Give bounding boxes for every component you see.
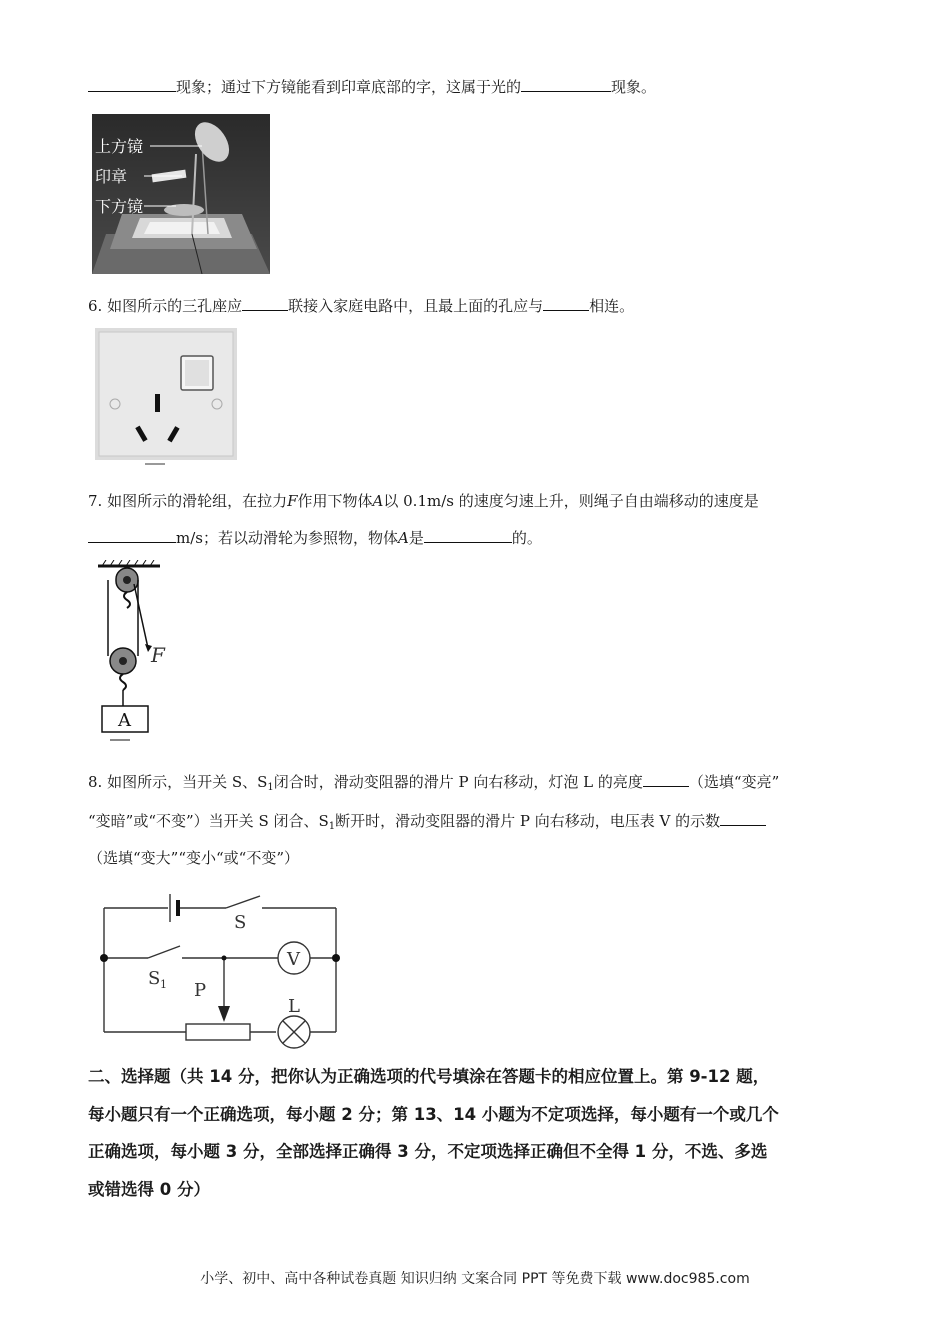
answer-blank[interactable] [543,296,589,311]
switch-s1-label: S [148,968,161,989]
answer-blank[interactable] [720,811,766,826]
answer-blank[interactable] [242,296,288,311]
answer-blank[interactable] [643,772,689,787]
section-2-line-2: 每小题只有一个正确选项，每小题 2 分；第 13、14 小题为不定项选择，每小题有一个或几个 [88,1105,779,1124]
object-label: A [118,710,131,731]
label-seal: 印章 [95,167,128,186]
switch-s-label: S [234,912,247,933]
page-footer: 小学、初中、高中各种试卷真题 知识归纳 文案合同 PPT 等免费下载 www.doc985.com [200,1271,750,1287]
answer-blank[interactable] [88,77,176,92]
label-upper-mirror: 上方镜 [95,137,144,156]
answer-blank[interactable] [521,77,611,92]
q8-text-line-1: 8. 如图所示，当开关 S、$S_1$闭合时，滑动变阻器的滑片 P 向右移动，灯泡 L 的亮度 （选填“变亮” [88,773,780,793]
slider-p-label: P [194,980,207,1001]
q8-text-line-3: （选填“变大”“变小“或“不变”） [88,849,300,867]
lamp-label: L [288,996,300,1017]
q5-text-line: 现象；通过下方镜能看到印章底部的字，这属于光的 现象。 [88,77,656,97]
force-label: F [151,643,165,667]
three-hole-socket-photo [95,328,237,470]
seal-mirror-photo [92,114,270,278]
answer-blank[interactable] [424,528,512,543]
section-2-line-1: 二、选择题（共 14 分，把你认为正确选项的代号填涂在答题卡的相应位置上。第 9-12 题， [88,1067,770,1086]
section-2-line-4: 或错选得 0 分） [88,1180,210,1199]
voltmeter-label: V [287,949,300,970]
pulley-system-figure [96,560,186,748]
switch-s1-subscript: 1 [160,978,167,991]
section-2-line-3: 正确选项，每小题 3 分，全部选择正确得 3 分，不定项选择正确但不全得 1 分，不选、多选 [88,1142,768,1161]
circuit-diagram [98,888,346,1054]
q7-text-line-1: 7. 如图所示的滑轮组，在拉力F作用下物体A以 0.1m/s 的速度匀速上升，则绳子自由端移动的速度是 [88,492,759,510]
label-lower-mirror: 下方镜 [95,197,144,216]
answer-blank[interactable] [88,528,176,543]
q7-text-line-2: m/s；若以动滑轮为参照物，物体A是 的。 [88,528,542,548]
q8-text-line-2: “变暗”或“不变”）当开关 S 闭合、$S_1$断开时，滑动变阻器的滑片 P 向右移动，电压表 V 的示数 [88,811,766,837]
q6-text-line: 6. 如图所示的三孔座应 联接入家庭电路中，且最上面的孔应与 相连。 [88,297,635,315]
